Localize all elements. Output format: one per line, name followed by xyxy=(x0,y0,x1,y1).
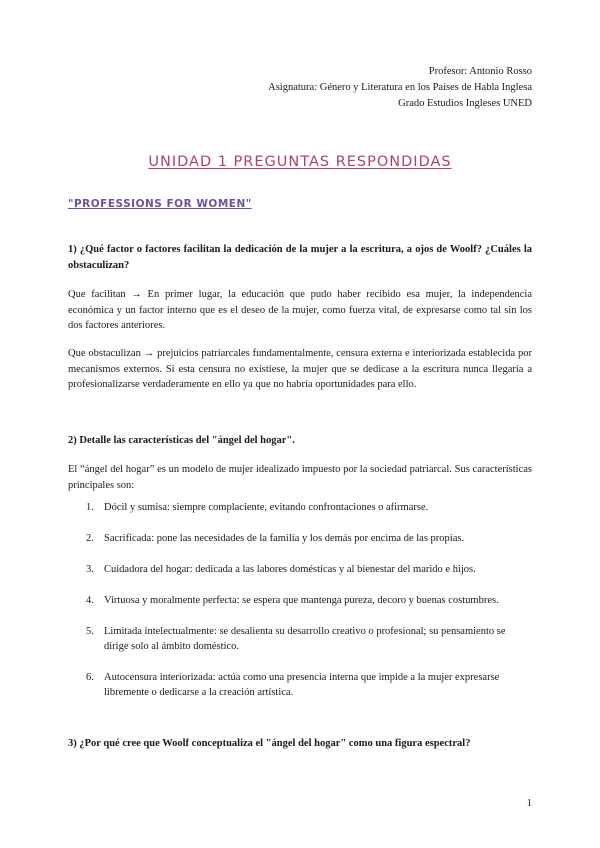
header-subject: Asignatura: Género y Literatura en los Países de Habla Inglesa xyxy=(268,82,532,93)
question-2: 2) Detalle las características del "ángel del hogar". xyxy=(68,435,295,446)
list-item: 6. Autocensura interiorizada: actúa como una presencia interna que impide a la mujer expresarse libremente o dedicarse a la creación artística. xyxy=(86,672,500,698)
document-header xyxy=(268,64,532,112)
answer-1-obstaculizan: Que obstaculizan → prejuicios patriarcales fundamentalmente, censura externa e interiorizada establecida por mecanismos externos. Si esta censura no existiese, la mujer que se dedicase a la escritura nunca llegaría a profesionalizarse verdaderamente en ello ya que no habría oportunidades para ello. xyxy=(68,348,532,390)
page-number: 1 xyxy=(526,798,532,809)
list-item: 5. Limitada intelectualmente: se desalienta su desarrollo creativo o profesional; su pensamiento se dirige solo al ámbito doméstico. xyxy=(86,626,506,652)
section-title: "PROFESSIONS FOR WOMEN" xyxy=(68,198,252,210)
question-1: 1) ¿Qué factor o factores facilitan la dedicación de la mujer a la escritura, a ojos de Woolf? ¿Cuáles la obstaculizan? xyxy=(68,244,532,271)
unit-title: UNIDAD 1 PREGUNTAS RESPONDIDAS xyxy=(148,154,452,170)
header-degree: Grado Estudios Ingleses UNED xyxy=(398,98,532,109)
answer-1-facilitan: Que facilitan → En primer lugar, la educación que pudo haber recibido esa mujer, la independencia económica y un factor interno que es el deseo de la mujer, como fuerza vital, de expresarse como tal sin los dos factores anteriores. xyxy=(68,289,532,331)
traits-list xyxy=(68,500,532,716)
list-item: 1. Dócil y sumisa: siempre complaciente, evitando confrontaciones o afirmarse. xyxy=(86,502,429,513)
list-item: 4. Virtuosa y moralmente perfecta: se espera que mantenga pureza, decoro y buenas costumbres. xyxy=(86,595,499,606)
question-2-intro: El “ángel del hogar” es un modelo de mujer idealizado impuesto por la sociedad patriarcal. Sus características principales son: xyxy=(68,464,532,491)
list-item: 3. Cuidadora del hogar: dedicada a las labores domésticas y al bienestar del marido e hijos. xyxy=(86,564,476,575)
header-professor: Profesor: Antonio Rosso xyxy=(428,66,532,77)
question-3: 3) ¿Por qué cree que Woolf conceptualiza el "ángel del hogar" como una figura espectral? xyxy=(68,738,471,749)
list-item: 2. Sacrificada: pone las necesidades de la familia y los demás por encima de las propias. xyxy=(86,533,465,544)
